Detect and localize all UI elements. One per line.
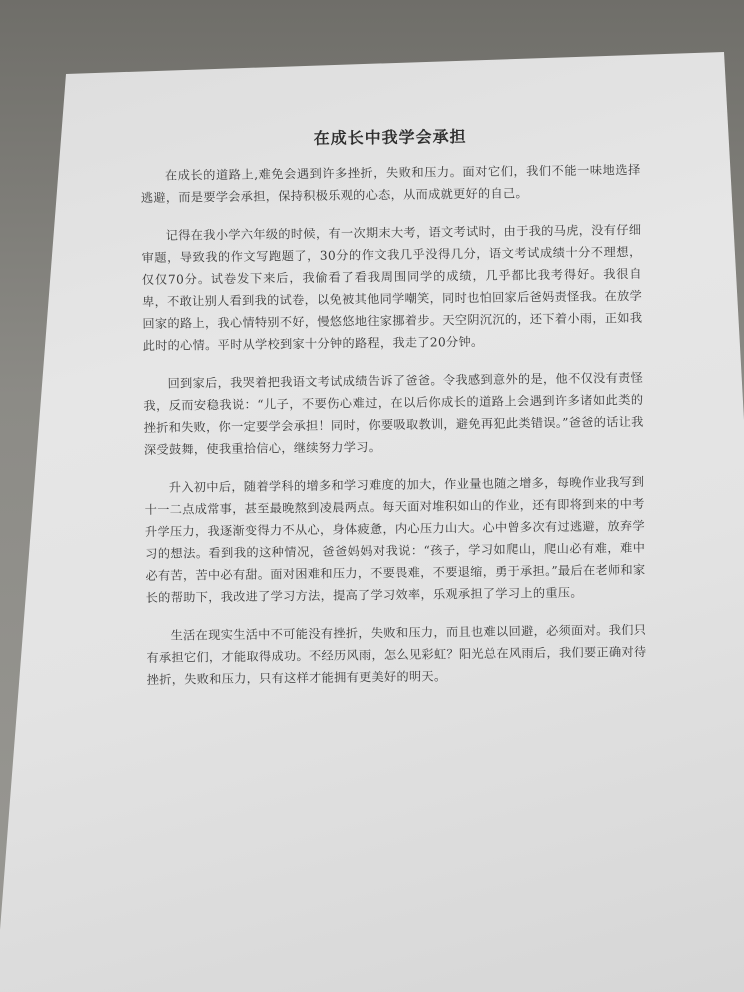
essay-title: 在成长中我学会承担 [313, 127, 467, 148]
essay-paragraph-5: 生活在现实生活中不可能没有挫折，失败和压力，而且也难以回避，必须面对。我们只有承担它们，才能取得成功。不经历风雨，怎么见彩虹？阳光总在风雨后，我们要正确对待挫折，失败和压力，只有这样才能拥有更美好的明天。 [146, 622, 647, 687]
essay-paragraph-4: 升入初中后，随着学科的增多和学习难度的加大，作业量也随之增多，每晚作业我写到十一二点成常事，甚至最晚熬到凌晨两点。每天面对堆积如山的作业，还有即将到来的中考升学压力，我逐渐变得力不从心，身体疲惫，内心压力山大。心中曾多次有过逃避，放弃学习的想法。看到我的这种情况，爸爸妈妈对我说：“孩子，学习如爬山，爬山必有难，难中必有苦，苦中必有甜。面对困难和压力，不要畏难，不要退缩，勇于承担。”最后在老师和家长的帮助下，我改进了学习方法，提高了学习效率，乐观承担了学习上的重压。 [144, 474, 646, 605]
essay-paragraph-1: 在成长的道路上,难免会遇到许多挫折，失败和压力。面对它们，我们不能一味地选择逃避，而是要学会承担，保持积极乐观的心态，从而成就更好的自己。 [140, 162, 641, 205]
essay-paragraph-2: 记得在我小学六年级的时候，有一次期末大考，语文考试时，由于我的马虎，没有仔细审题，导致我的作文写跑题了，30分的作文我几乎没得几分，语文考试成绩十分不理想，仅仅70分。试卷发下来后，我偷看了看我周围同学的成绩，几乎都比我考得好。我很自卑，不敢让别人看到我的试卷，以免被其他同学嘲笑，同时也怕回家后爸妈责怪我。在放学回家的路上，我心情特别不好，慢悠悠地往家挪着步。天空阴沉沉的，还下着小雨，正如我此时的心情。平时从学校到家十分钟的路程，我走了20分钟。 [141, 222, 643, 353]
essay-content [140, 122, 647, 707]
essay-paragraph-3: 回到家后，我哭着把我语文考试成绩告诉了爸爸。令我感到意外的是，他不仅没有责怪我，反而安稳我说：“儿子，不要伤心难过，在以后你成长的道路上会遇到许多诸如此类的挫折和失败，你一定要学会承担！同时，你要吸取教训，避免再犯此类错误。”爸爸的话让我深受鼓舞，使我重拾信心，继续努力学习。 [143, 370, 644, 457]
